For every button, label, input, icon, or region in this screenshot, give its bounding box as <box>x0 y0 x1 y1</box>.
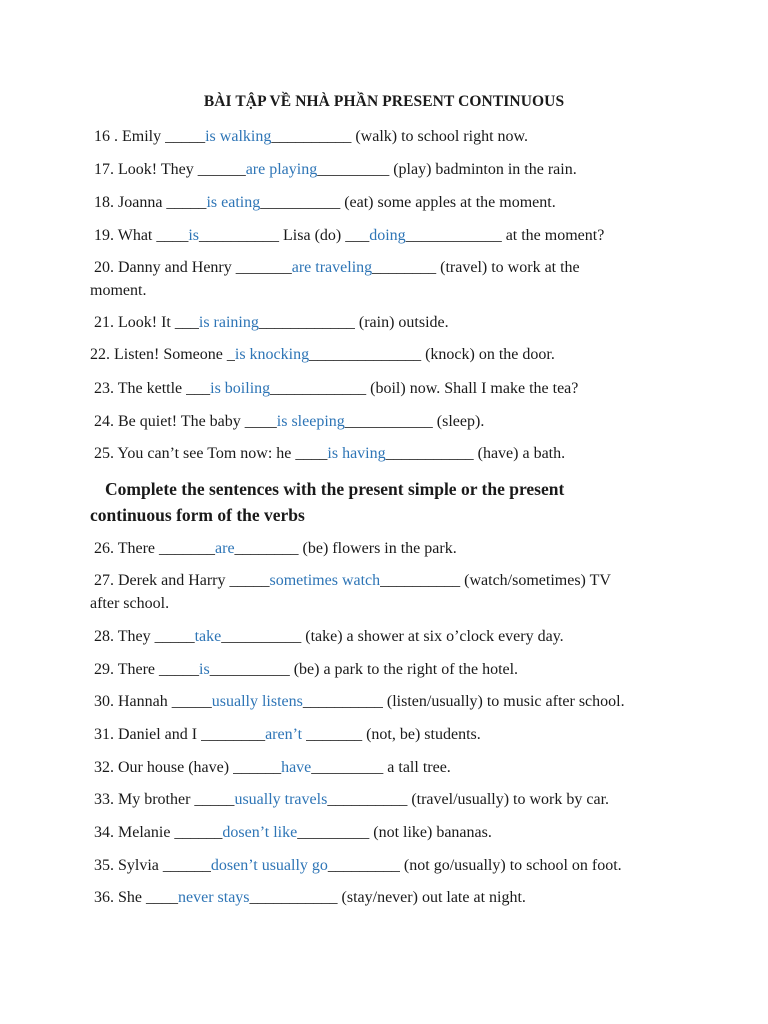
worksheet-title: BÀI TẬP VỀ NHÀ PHẦN PRESENT CONTINUOUS <box>203 93 565 110</box>
answer: sometimes watch <box>269 572 381 589</box>
exercise-item-31 <box>94 725 481 745</box>
item-text: __________ (be) a park to the right of the hotel. <box>209 661 519 678</box>
item-text: _______ (not, be) students. <box>302 726 481 743</box>
item-text: __________ (travel/usually) to work by car. <box>327 791 610 808</box>
item-text: __________ (watch/sometimes) TV <box>380 572 611 589</box>
exercise-item-18 <box>94 193 556 213</box>
answer: is sleeping <box>276 413 345 430</box>
item-text: ____________ (boil) now. Shall I make the tea? <box>270 380 579 397</box>
item-text: _________ (not go/usually) to school on foot. <box>327 857 622 874</box>
item-text: 34. Melanie ______ <box>94 824 223 841</box>
exercise-item-32 <box>94 758 451 778</box>
section-heading-line2: continuous form of the verbs <box>90 505 305 525</box>
exercise-item-35 <box>94 856 622 876</box>
item-text: 19. What ____ <box>94 227 189 244</box>
exercise-item-29 <box>94 660 518 680</box>
exercise-item-22 <box>90 345 555 365</box>
item-text: 36. She ____ <box>94 889 178 906</box>
exercise-item-16 <box>94 127 528 147</box>
item-text: ________ (be) flowers in the park. <box>234 540 457 557</box>
item-text: ______________ (knock) on the door. <box>309 346 555 363</box>
item-text: __________ Lisa (do) ___ <box>199 227 370 244</box>
item-text: 29. There _____ <box>94 661 200 678</box>
answer: have <box>281 759 312 776</box>
item-text: 26. There _______ <box>94 540 216 557</box>
item-text: 20. Danny and Henry _______ <box>94 259 292 276</box>
answer: is knocking <box>234 346 310 363</box>
item-text: 33. My brother _____ <box>94 791 235 808</box>
answer: dosen’t usually go <box>210 857 328 874</box>
item-text: _________ (not like) bananas. <box>297 824 492 841</box>
item-text: 25. You can’t see Tom now: he ____ <box>94 445 328 462</box>
answer: dosen’t like <box>222 824 298 841</box>
exercise-item-23 <box>94 379 578 399</box>
item-text: 18. Joanna _____ <box>94 194 207 211</box>
answer: is raining <box>198 314 259 331</box>
item-text: __________ (take) a shower at six o’clock every day. <box>221 628 564 645</box>
answer: are <box>215 540 235 557</box>
item-text: 17. Look! They ______ <box>94 161 246 178</box>
item-text: 28. They _____ <box>94 628 195 645</box>
answer: is walking <box>205 128 272 145</box>
exercise-item-30 <box>94 692 625 712</box>
item-text: ____________ (rain) outside. <box>258 314 449 331</box>
item-text: 22. Listen! Someone _ <box>90 346 235 363</box>
item-text: 27. Derek and Harry _____ <box>94 572 270 589</box>
exercise-item-36 <box>94 888 526 908</box>
exercise-item-27 <box>94 571 611 591</box>
answer: is boiling <box>210 380 271 397</box>
answer: are traveling <box>291 259 373 276</box>
item-text: 31. Daniel and I ________ <box>94 726 266 743</box>
item-text: ___________ (have) a bath. <box>385 445 566 462</box>
exercise-item-28 <box>94 627 564 647</box>
item-text: 23. The kettle ___ <box>94 380 211 397</box>
item-text: ________ (travel) to work at the <box>372 259 580 276</box>
exercise-item-25 <box>94 444 565 464</box>
answer: usually listens <box>211 693 303 710</box>
item-text: 35. Sylvia ______ <box>94 857 211 874</box>
exercise-item-19 <box>94 226 604 246</box>
exercise-item-21 <box>94 313 449 333</box>
answer: is <box>188 227 200 244</box>
answer: is eating <box>206 194 261 211</box>
item-text: _________ (play) badminton in the rain. <box>317 161 577 178</box>
answer: doing <box>369 227 406 244</box>
item-text: _________ a tall tree. <box>311 759 451 776</box>
exercise-item-34 <box>94 823 492 843</box>
item-text: ____________ at the moment? <box>405 227 605 244</box>
item-text: 30. Hannah _____ <box>94 693 212 710</box>
item-text: 32. Our house (have) ______ <box>94 759 282 776</box>
answer: are playing <box>245 161 318 178</box>
exercise-item-20-continued: moment. <box>90 282 147 299</box>
item-text: 16 . Emily _____ <box>94 128 206 145</box>
item-text: __________ (listen/usually) to music after school. <box>302 693 625 710</box>
item-text: ___________ (sleep). <box>344 413 485 430</box>
exercise-item-26 <box>94 539 457 559</box>
answer: usually travels <box>234 791 328 808</box>
exercise-item-20 <box>94 258 580 278</box>
item-text: ___________ (stay/never) out late at night. <box>249 889 526 906</box>
exercise-item-33 <box>94 790 609 810</box>
answer: aren’t <box>265 726 303 743</box>
section-heading-line1: Complete the sentences with the present simple or the present <box>105 479 565 499</box>
item-text: 24. Be quiet! The baby ____ <box>94 413 277 430</box>
item-text: 21. Look! It ___ <box>94 314 199 331</box>
item-text: __________ (eat) some apples at the moment. <box>260 194 556 211</box>
answer: never stays <box>178 889 250 906</box>
item-text: __________ (walk) to school right now. <box>271 128 529 145</box>
answer: is <box>199 661 210 678</box>
exercise-item-17 <box>94 160 577 180</box>
exercise-item-27-continued: after school. <box>90 595 170 612</box>
answer: is having <box>327 445 386 462</box>
exercise-item-24 <box>94 412 484 432</box>
answer: take <box>194 628 222 645</box>
